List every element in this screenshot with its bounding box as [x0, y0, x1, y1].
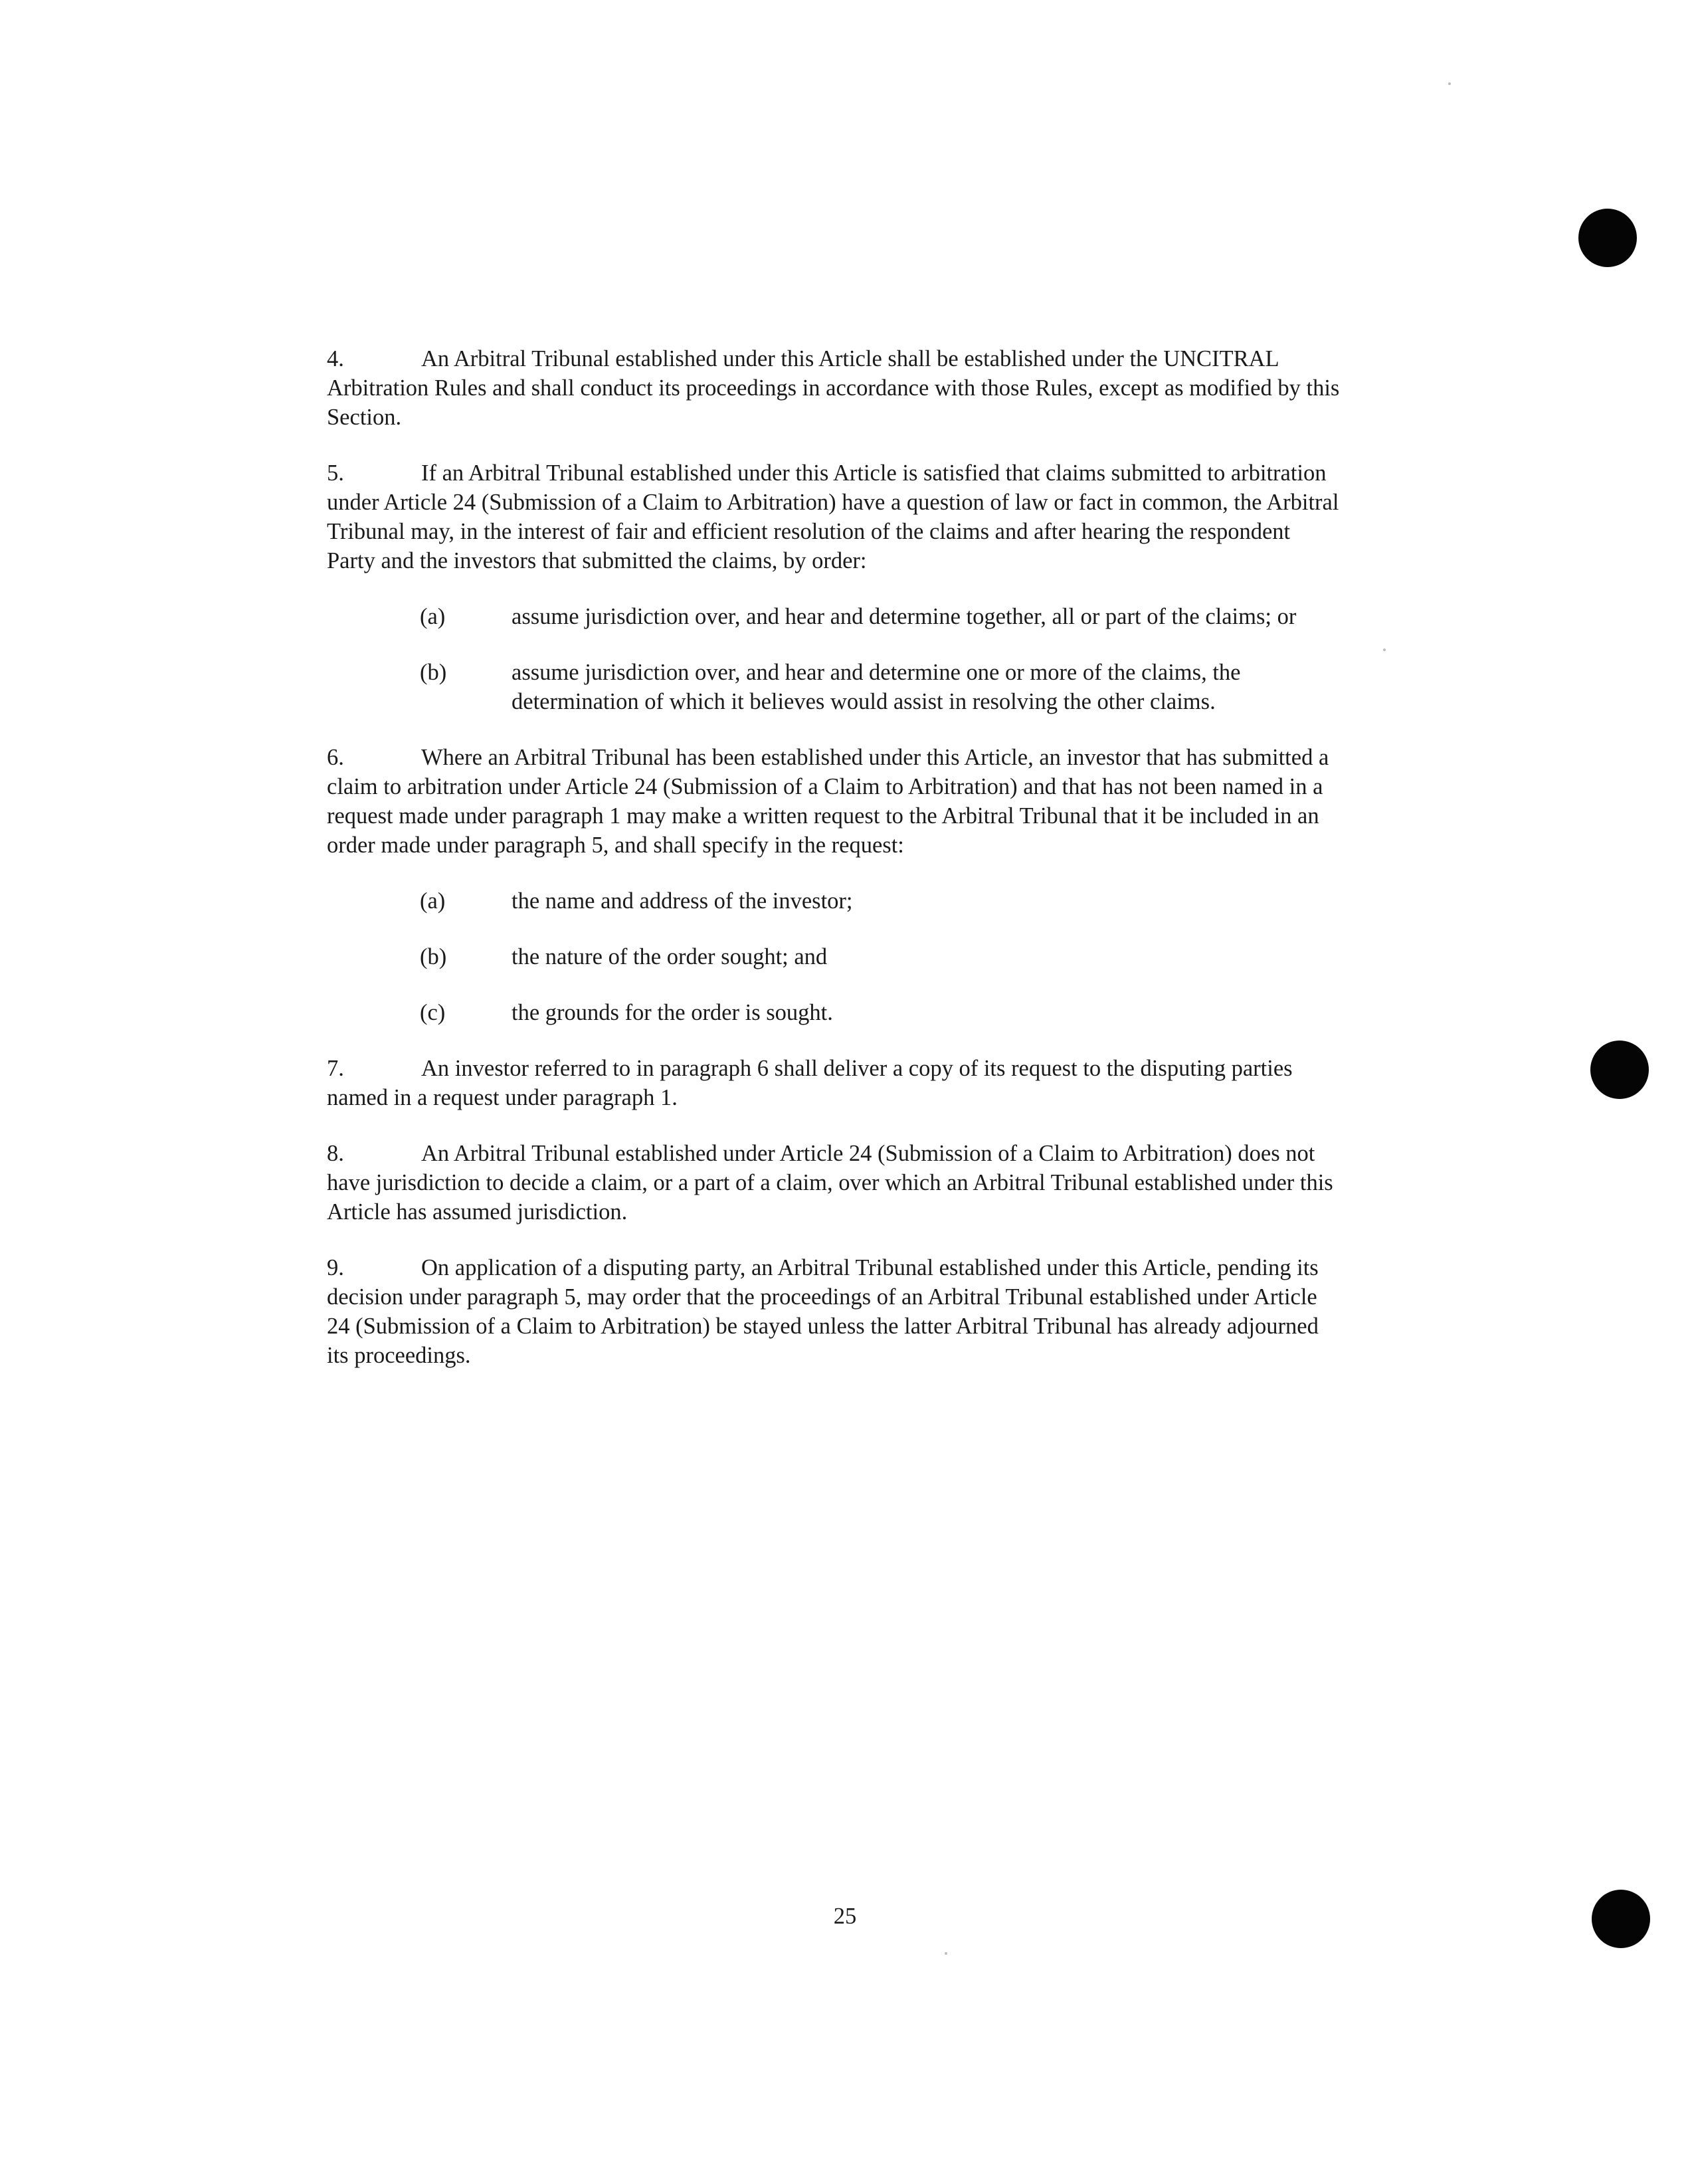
paragraph-number: 4.: [327, 346, 344, 371]
paragraph-9: [327, 1253, 1343, 1370]
paragraph-number: 7.: [327, 1056, 344, 1081]
paragraph-text: If an Arbitral Tribunal established under this Article is satisfied that claims submitted to arbitration under Article 24 (Submission of a Claim to Arbitration) have a question of law or fact in common, the Arbitral Tribunal may, in the interest of fair and efficient resolution of the claims and after hearing the respondent Party and the investors that submitted the claims, by order:: [327, 460, 1339, 573]
sub-item-text: the grounds for the order is sought.: [512, 1000, 833, 1025]
sub-item: [327, 886, 1343, 916]
scan-speck: [945, 1952, 947, 1955]
sub-item-label: (c): [420, 1000, 446, 1025]
paragraph-text: Where an Arbitral Tribunal has been established under this Article, an investor that has submitted a claim to arbitration under Article 24 (Submission of a Claim to Arbitration) and that has not been named in a request made under paragraph 1 may make a written request to the Arbitral Tribunal that it be included in an order made under paragraph 5, and shall specify in the request:: [327, 745, 1329, 858]
paragraph-text: On application of a disputing party, an Arbitral Tribunal established under this Article, pending its decision under paragraph 5, may order that the proceedings of an Arbitral Tribunal established under Article 24 (Submission of a Claim to Arbitration) be stayed unless the latter Arbitral Tribunal has already adjourned its proceedings.: [327, 1255, 1319, 1368]
paragraph-number: 8.: [327, 1141, 344, 1166]
sub-item: [327, 942, 1343, 971]
paragraph-text: An investor referred to in paragraph 6 shall deliver a copy of its request to the disputing parties named in a request under paragraph 1.: [327, 1056, 1293, 1110]
sub-item-label: (a): [420, 888, 446, 914]
document-body: [327, 344, 1343, 1397]
paragraph-number: 9.: [327, 1255, 344, 1280]
sub-item: [327, 658, 1343, 716]
paragraph-text: An Arbitral Tribunal established under this Article shall be established under the UNCITRAL Arbitration Rules and shall conduct its proceedings in accordance with those Rules, except as modified by this Section.: [327, 346, 1340, 430]
paragraph-number: 5.: [327, 460, 344, 486]
scan-speck: [1448, 82, 1451, 85]
sub-item: [327, 602, 1343, 631]
sub-item-label: (b): [420, 660, 447, 685]
paragraph-4: [327, 344, 1343, 432]
sub-item-label: (b): [420, 944, 447, 969]
paragraph-5: [327, 458, 1343, 575]
sub-item-text: the name and address of the investor;: [512, 888, 853, 914]
page-number: 25: [833, 1904, 857, 1929]
paragraph-number: 6.: [327, 745, 344, 770]
scan-speck: [1383, 648, 1386, 651]
paragraph-text: An Arbitral Tribunal established under Article 24 (Submission of a Claim to Arbitration) does not have jurisdiction to decide a claim, or a part of a claim, over which an Arbitral Tribunal established under this Article has assumed jurisdiction.: [327, 1141, 1333, 1225]
sub-item: [327, 998, 1343, 1027]
paragraph-7: [327, 1054, 1343, 1112]
sub-item-text: assume jurisdiction over, and hear and determine one or more of the claims, the determination of which it believes would assist in resolving the other claims.: [512, 660, 1241, 714]
paragraph-6: [327, 743, 1343, 860]
sub-item-text: the nature of the order sought; and: [512, 944, 828, 969]
paragraph-8: [327, 1139, 1343, 1227]
punch-hole: [1590, 1041, 1649, 1099]
punch-hole: [1578, 209, 1637, 267]
sub-item-label: (a): [420, 604, 446, 629]
sub-item-text: assume jurisdiction over, and hear and determine together, all or part of the claims; or: [512, 604, 1297, 629]
